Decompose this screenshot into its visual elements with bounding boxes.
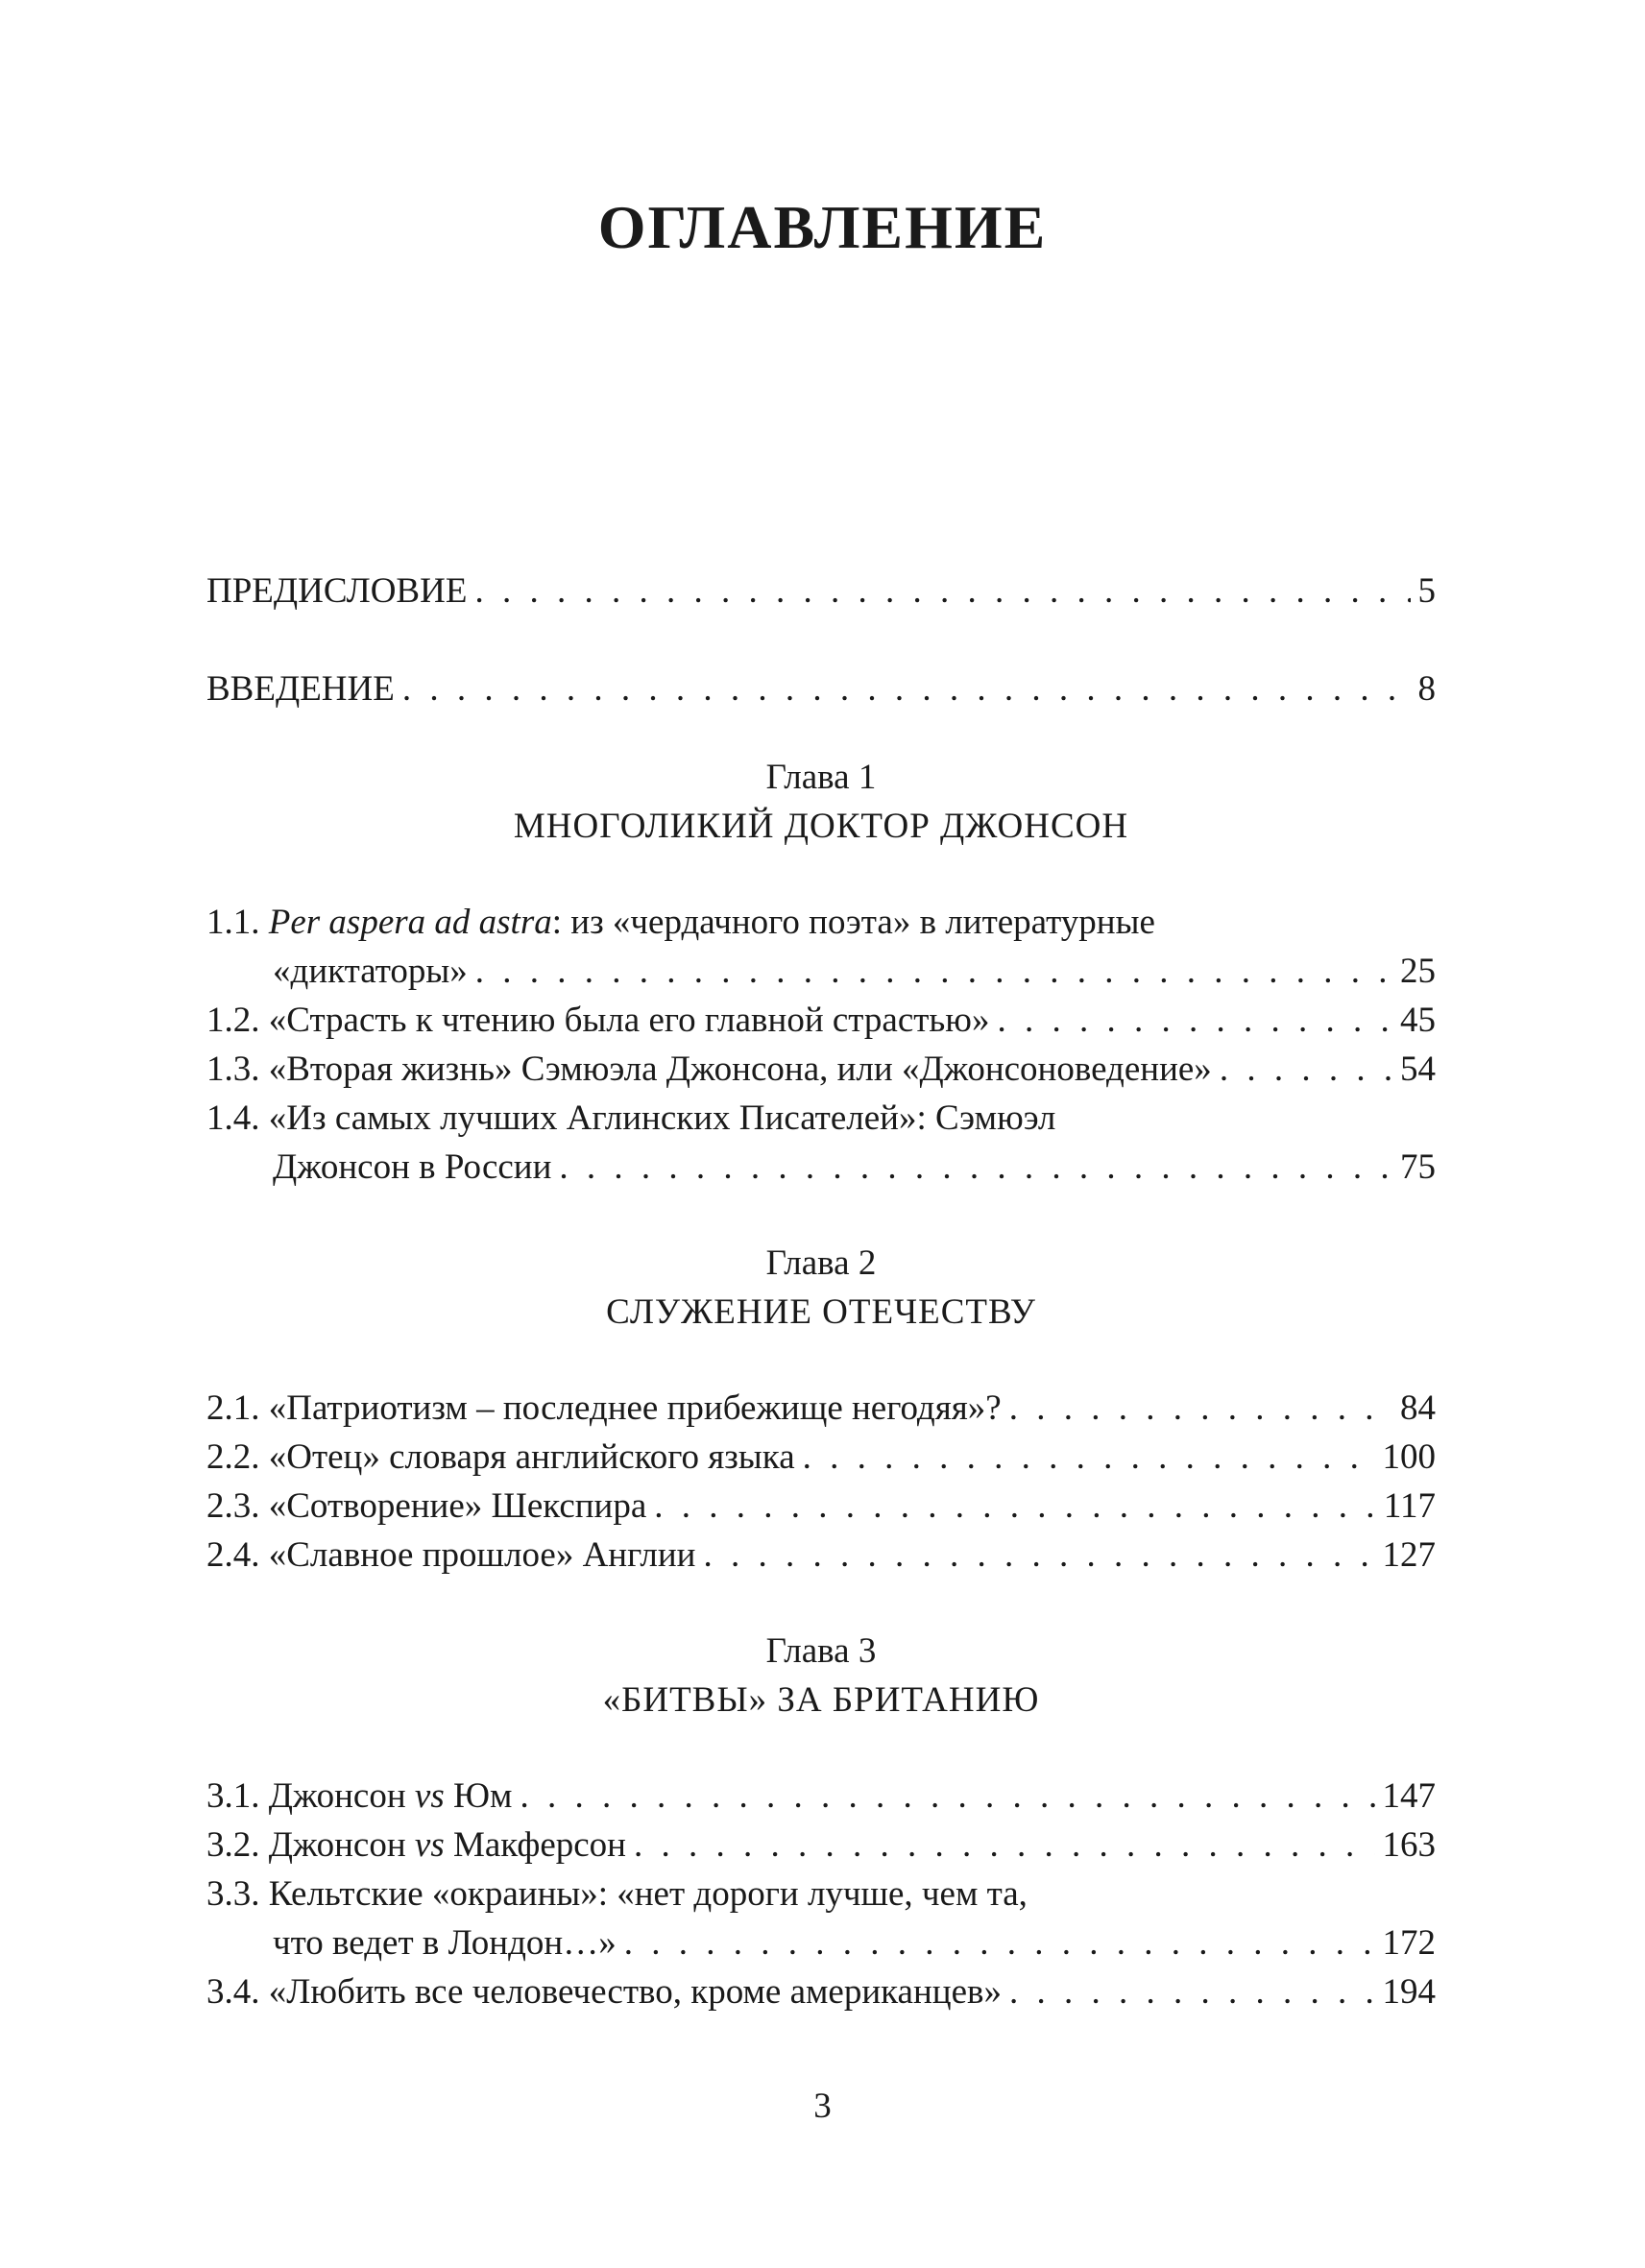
leader-dots [634,1821,1375,1870]
chapter-heading-1 [206,753,1436,851]
section-number: 2.3. [206,1486,260,1526]
chapter-label: Глава 3 [765,1631,877,1671]
toc-entry-label: ВВЕДЕНИЕ [206,669,395,709]
toc-entry-line [206,1870,1436,1918]
leader-dots [402,664,1411,713]
toc-page-number: 172 [1382,1923,1436,1963]
toc-page-number: 45 [1400,1001,1436,1040]
toc-page-number: 25 [1400,952,1436,991]
leader-dots [624,1918,1375,1967]
section-title: Джонсон vs Макферсон [268,1825,626,1865]
chapter-title: СЛУЖЕНИЕ ОТЕЧЕСТВУ [606,1292,1036,1332]
toc-entry-3-4[interactable] [206,1967,1436,2016]
section-title-italic: Per aspera ad astra [268,903,552,942]
toc-entry-line [206,1143,1436,1192]
toc-page-number: 5 [1417,571,1436,611]
chapter-title: МНОГОЛИКИЙ ДОКТОР ДЖОНСОН [513,807,1129,846]
toc-page-number: 127 [1382,1535,1436,1575]
section-number: 3.4. [206,1972,260,2012]
toc-page-number: 75 [1400,1147,1436,1187]
chapter-label: Глава 1 [765,758,877,797]
leader-dots [1220,1045,1392,1094]
toc-page-number: 163 [1382,1825,1436,1865]
section-number: 3.1. [206,1776,260,1816]
section-number: 1.1. [206,903,260,942]
toc-entry-label: ПРЕДИСЛОВИЕ [206,571,468,611]
toc-entry-line [206,898,1436,947]
section-number: 1.2. [206,1001,260,1040]
section-title: «Сотворение» Шекспира [268,1486,647,1526]
toc-entry-1-4[interactable] [206,1094,1436,1192]
toc-entry-2-2[interactable] [206,1433,1436,1482]
section-title: Джонсон vs Юм [268,1776,513,1816]
section-number: 3.3. [206,1874,260,1914]
toc-entry-line [206,1094,1436,1143]
section-title: «Любить все человечество, кроме американцев» [268,1972,1002,2012]
toc-entry-line [206,1918,1436,1967]
toc-entry-1-1[interactable] [206,898,1436,996]
toc-page-number: 84 [1400,1388,1436,1428]
toc-page-number: 54 [1400,1050,1436,1089]
toc-entry-1-2[interactable] [206,996,1436,1045]
leader-dots [559,1143,1392,1192]
section-title-continued: Джонсон в России [273,1147,552,1187]
toc-entry-3-1[interactable] [206,1772,1436,1821]
toc-page-number: 100 [1382,1437,1436,1477]
page-title: ОГЛАВЛЕНИЕ [597,193,1048,261]
section-number: 2.1. [206,1388,260,1428]
leader-dots [520,1772,1374,1821]
chapter-title: «БИТВЫ» ЗА БРИТАНИЮ [602,1680,1040,1720]
leader-dots [654,1482,1376,1531]
section-number: 1.3. [206,1050,260,1089]
section-number: 2.2. [206,1437,260,1477]
leader-dots [997,996,1392,1045]
toc-entry-2-1[interactable] [206,1384,1436,1433]
section-title: : из «чердачного поэта» в литературные [551,903,1155,942]
toc-entry-2-3[interactable] [206,1482,1436,1531]
chapter-heading-2 [206,1239,1436,1337]
leader-dots [474,567,1410,615]
chapter-heading-3 [206,1627,1436,1725]
toc-entry-2-4[interactable] [206,1531,1436,1580]
section-title: Кельтские «окраины»: «нет дороги лучше, чем та, [268,1874,1028,1914]
toc-page-number: 194 [1382,1972,1436,2012]
section-number: 3.2. [206,1825,260,1865]
section-title: «Страсть к чтению была его главной страстью» [268,1001,990,1040]
section-title-continued: что ведет в Лондон…» [273,1923,617,1963]
leader-dots [1009,1967,1375,2016]
section-number: 1.4. [206,1098,260,1138]
toc-entry-3-2[interactable] [206,1821,1436,1870]
leader-dots [1009,1384,1392,1433]
section-title: «Отец» словаря английского языка [268,1437,795,1477]
toc-page-number: 117 [1383,1486,1436,1526]
section-title: «Славное прошлое» Англии [268,1535,696,1575]
chapter-label: Глава 2 [765,1243,877,1283]
toc-entry-preface[interactable] [206,567,1436,615]
toc-entry-introduction[interactable] [206,664,1436,713]
toc-entry-1-3[interactable] [206,1045,1436,1094]
toc-entry-3-3[interactable] [206,1870,1436,1967]
section-title: «Патриотизм – последнее прибежище негодяя»? [268,1388,1002,1428]
toc-page-number: 147 [1382,1776,1436,1816]
section-number: 2.4. [206,1535,260,1575]
leader-dots [803,1433,1375,1482]
page-number: 3 [813,2087,832,2126]
section-title-continued: «диктаторы» [273,952,468,991]
toc-page-number: 8 [1417,669,1436,709]
section-title: «Вторая жизнь» Сэмюэла Джонсона, или «Джонсоноведение» [268,1050,1212,1089]
toc-entry-line [206,947,1436,996]
table-of-contents [206,567,1436,2016]
leader-dots [703,1531,1374,1580]
section-title: «Из самых лучших Аглинских Писателей»: Сэмюэл [268,1098,1056,1138]
leader-dots [475,947,1392,996]
